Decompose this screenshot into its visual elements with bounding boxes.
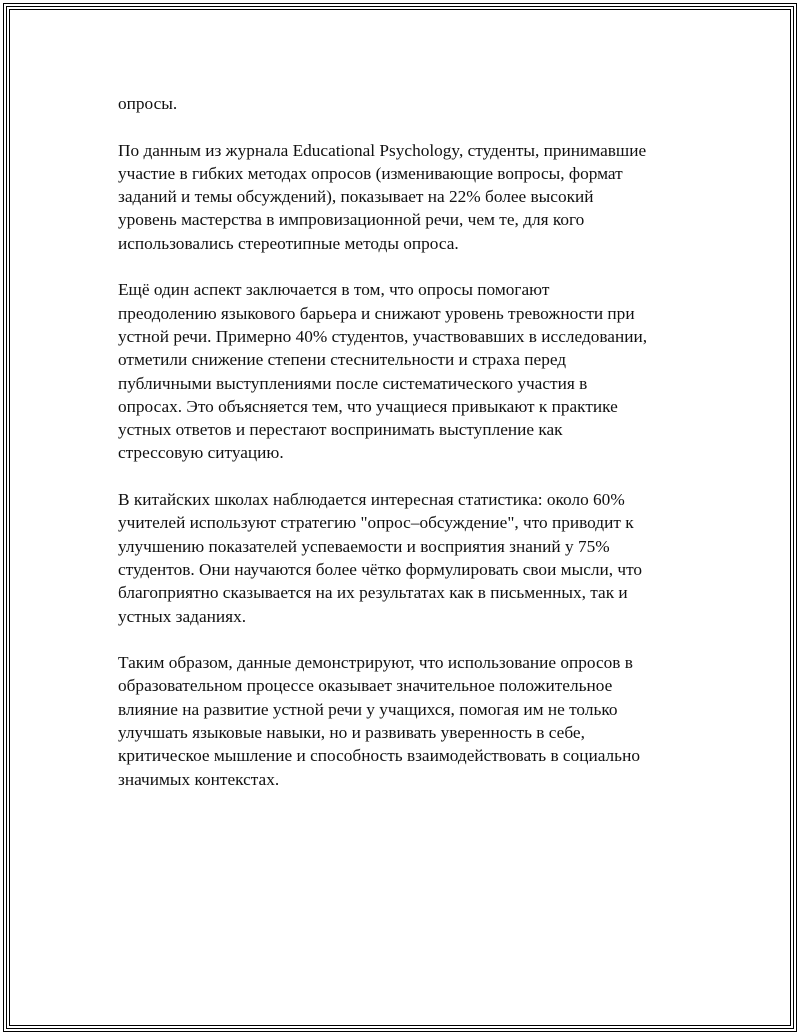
paragraph-continuation: опросы. bbox=[118, 94, 178, 113]
paragraph-conclusion: Таким образом, данные демонстрируют, что использование опросов в образовательном процессе оказывает значительное положительное влияние на развитие устной речи у учащихся, помогая им не только улучшать языковые навыки, но и развивать уверенность в себе, критическое мышление и способность взаимодействовать в социально значимых контекстах. bbox=[118, 653, 640, 789]
paragraph-language-barrier: Ещё один аспект заключается в том, что опросы помогают преодолению языкового барьера и снижают уровень тревожности при устной речи. Примерно 40% студентов, участвовавших в исследовании, отметили снижение степени стеснительности и страха перед публичными выступлениями после систематического участия в опросах. Это объясняется тем, что учащиеся привыкают к практике устных ответов и перестают воспринимать выступление как стрессовую ситуацию. bbox=[118, 280, 648, 463]
paragraph-educational-psychology: По данным из журнала Educational Psychology, студенты, принимавшие участие в гибких методах опросов (изменивающие вопросы, формат заданий и темы обсуждений), показывает на 22% более высокий уровень мастерства в импровизационной речи, чем те, для кого использовались стереотипные методы опроса. bbox=[118, 140, 647, 253]
document-body bbox=[118, 92, 698, 814]
paragraph-chinese-schools: В китайских школах наблюдается интересная статистика: около 60% учителей используют стратегию "опрос–обсуждение", что приводит к улучшению показателей успеваемости и восприятия знаний у 75% студентов. Они научаются более чётко формулировать свои мысли, что благоприятно сказывается на их результатах как в письменных, так и устных заданиях. bbox=[118, 490, 643, 626]
